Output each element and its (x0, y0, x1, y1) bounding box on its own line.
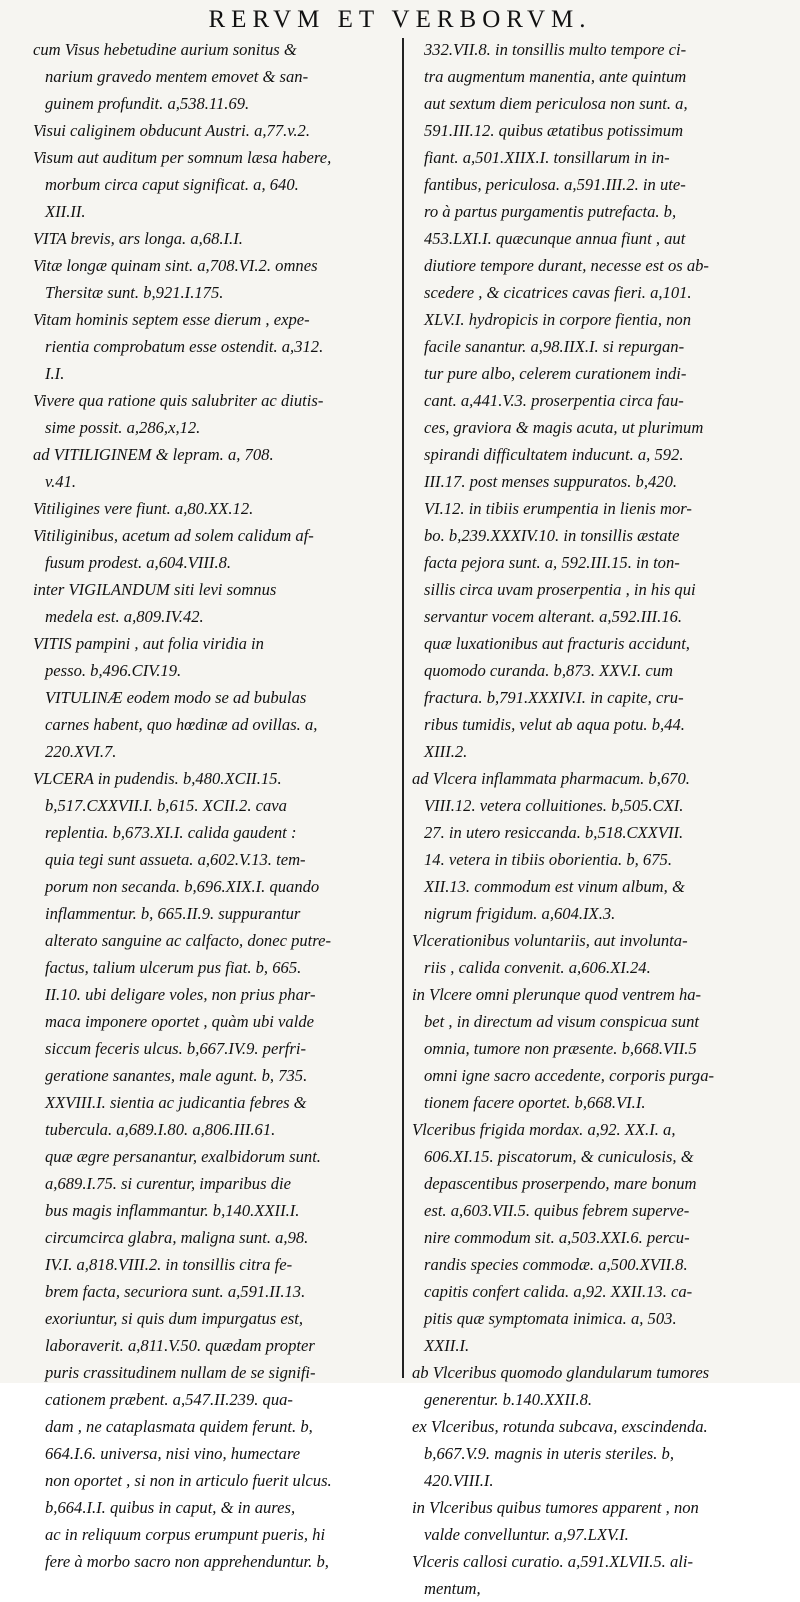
column-divider (402, 38, 404, 1378)
index-line: omni igne sacro accedente, corporis purga- (424, 1066, 715, 1085)
index-line: inter VIGILANDUM siti levi somnus (33, 580, 277, 599)
index-line: valde convelluntur. a,97.LXV.I. (424, 1525, 629, 1544)
index-line: 332.VII.8. in tonsillis multo tempore ci- (424, 40, 687, 59)
index-line: dam , ne cataplasmata quidem ferunt. b, (45, 1417, 313, 1436)
index-line: VI.12. in tibiis erumpentia in lienis mor- (424, 499, 692, 518)
index-line: Vitiligines vere fiunt. a,80.XX.12. (33, 499, 254, 518)
index-line: fantibus, periculosa. a,591.III.2. in ute- (424, 175, 686, 194)
index-line: aut sextum diem periculosa non sunt. a, (424, 94, 688, 113)
index-line: inflammentur. b, 665.II.9. suppurantur (45, 904, 301, 923)
index-line: b,664.I.I. quibus in caput, & in aures, (45, 1498, 296, 1517)
index-line: 420.VIII.I. (424, 1471, 494, 1490)
index-line: ad Vlcera inflammata pharmacum. b,670. (412, 769, 690, 788)
index-line: v.41. (45, 472, 77, 491)
index-line: XII.13. commodum est vinum album, & (424, 877, 685, 896)
index-line: medela est. a,809.IV.42. (45, 607, 204, 626)
index-line: servantur vocem alterant. a,592.III.16. (424, 607, 683, 626)
index-line: alterato sanguine ac calfacto, donec putre- (45, 931, 332, 950)
index-line: Vitiliginibus, acetum ad solem calidum af- (33, 526, 314, 545)
index-line: Visui caliginem obducunt Austri. a,77.v.2. (33, 121, 310, 140)
index-line: diutiore tempore durant, necesse est os ab- (424, 256, 709, 275)
index-line: facile sanantur. a,98.IIX.I. si repurgan- (424, 337, 685, 356)
index-line: VLCERA in pudendis. b,480.XCII.15. (33, 769, 282, 788)
index-line: tur pure albo, celerem curationem indi- (424, 364, 687, 383)
index-line: rientia comprobatum esse ostendit. a,312. (45, 337, 324, 356)
index-line: Vlcerationibus voluntariis, aut involunta- (412, 931, 688, 950)
index-line: pitis quæ symptomata inimica. a, 503. (424, 1309, 677, 1328)
index-line: pesso. b,496.CIV.19. (45, 661, 182, 680)
index-line: spirandi difficultatem inducunt. a, 592. (424, 445, 684, 464)
index-line: Visum aut auditum per somnum læsa habere, (33, 148, 332, 167)
index-line: IV.I. a,818.VIII.2. in tonsillis citra fe- (45, 1255, 293, 1274)
index-line: in Vlcere omni plerunque quod ventrem ha- (412, 985, 702, 1004)
index-line: XII.II. (45, 202, 86, 221)
index-line: depascentibus proserpendo, mare bonum (424, 1174, 697, 1193)
index-line: guinem profundit. a,538.11.69. (45, 94, 250, 113)
index-line: 220.XVI.7. (45, 742, 117, 761)
index-line: 664.I.6. universa, nisi vino, humectare (45, 1444, 301, 1463)
index-line: carnes habent, quo hœdinæ ad ovillas. a, (45, 715, 318, 734)
index-line: facta pejora sunt. a, 592.III.15. in ton- (424, 553, 680, 572)
index-line: III.17. post menses suppuratos. b,420. (424, 472, 678, 491)
index-line: 606.XI.15. piscatorum, & cuniculosis, & (424, 1147, 694, 1166)
index-line: 14. vetera in tibiis oborientia. b, 675. (424, 850, 672, 869)
index-line: bus magis inflammantur. b,140.XXII.I. (45, 1201, 300, 1220)
index-line: quæ ægre persanantur, exalbidorum sunt. (45, 1147, 321, 1166)
index-line: VITIS pampini , aut folia viridia in (33, 634, 264, 653)
index-line: cant. a,441.V.3. proserpentia circa fau- (424, 391, 684, 410)
index-line: est. a,603.VII.5. quibus febrem superve- (424, 1201, 690, 1220)
index-line: II.10. ubi deligare voles, non prius phar- (45, 985, 316, 1004)
index-line: quomodo curanda. b,873. XXV.I. cum (424, 661, 674, 680)
index-line: siccum feceris ulcus. b,667.IV.9. perfri- (45, 1039, 307, 1058)
index-line: ac in reliquum corpus erumpunt pueris, hi (45, 1525, 326, 1544)
index-line: ex Vlceribus, rotunda subcava, exscindenda. (412, 1417, 708, 1436)
index-line: fusum prodest. a,604.VIII.8. (45, 553, 232, 572)
index-line: mentum, (424, 1579, 481, 1598)
index-line: 27. in utero resiccanda. b,518.CXXVII. (424, 823, 684, 842)
index-line: morbum circa caput significat. a, 640. (45, 175, 299, 194)
index-line: puris crassitudinem nullam de se signifi- (45, 1363, 316, 1382)
index-line: VIII.12. vetera colluitiones. b,505.CXI. (424, 796, 684, 815)
left-column (33, 36, 398, 1571)
index-line: quia tegi sunt assueta. a,602.V.13. tem- (45, 850, 306, 869)
index-line: capitis confert calida. a,92. XXII.13. ca- (424, 1282, 693, 1301)
index-line: Vlceris callosi curatio. a,591.XLVII.5. ali- (412, 1552, 693, 1571)
running-head: RERVM ET VERBORVM. (208, 6, 592, 33)
index-line: non oportet , si non in articulo fuerit ulcus. (45, 1471, 332, 1490)
index-line: cationem præbent. a,547.II.239. qua- (45, 1390, 293, 1409)
index-line: Vivere qua ratione quis salubriter ac diutis- (33, 391, 324, 410)
index-line: b,667.V.9. magnis in uteris steriles. b, (424, 1444, 674, 1463)
right-column (412, 36, 777, 1598)
index-line: fractura. b,791.XXXIV.I. in capite, cru- (424, 688, 684, 707)
index-line: 453.LXI.I. quæcunque annua fiunt , aut (424, 229, 686, 248)
index-line: maca imponere oportet , quàm ubi valde (45, 1012, 314, 1031)
index-line: XXVIII.I. sientia ac judicantia febres & (45, 1093, 307, 1112)
index-line: Vitæ longæ quinam sint. a,708.VI.2. omnes (33, 256, 318, 275)
index-line: generentur. b.140.XXII.8. (424, 1390, 593, 1409)
index-line: a,689.I.75. si curentur, imparibus die (45, 1174, 291, 1193)
index-line: fiant. a,501.XIIX.I. tonsillarum in in- (424, 148, 670, 167)
index-line: I.I. (45, 364, 65, 383)
index-line: nigrum frigidum. a,604.IX.3. (424, 904, 616, 923)
index-line: sillis circa uvam proserpentia , in his qui (424, 580, 696, 599)
index-line: exoriuntur, si quis dum impurgatus est, (45, 1309, 303, 1328)
index-line: circumcirca glabra, maligna sunt. a,98. (45, 1228, 309, 1247)
index-line: quæ luxationibus aut fracturis accidunt, (424, 634, 690, 653)
index-line: ab Vlceribus quomodo glandularum tumores (412, 1363, 710, 1382)
index-line: geratione sanantes, male agunt. b, 735. (45, 1066, 308, 1085)
index-line: VITULINÆ eodem modo se ad bubulas (45, 688, 307, 707)
index-line: replentia. b,673.XI.I. calida gaudent : (45, 823, 297, 842)
index-line: narium gravedo mentem emovet & san- (45, 67, 309, 86)
index-line: sime possit. a,286,x,12. (45, 418, 201, 437)
index-line: XLV.I. hydropicis in corpore fientia, non (424, 310, 692, 329)
index-line: nire commodum sit. a,503.XXI.6. percu- (424, 1228, 690, 1247)
index-line: VITA brevis, ars longa. a,68.I.I. (33, 229, 243, 248)
index-line: ad VITILIGINEM & lepram. a, 708. (33, 445, 274, 464)
index-line: b,517.CXXVII.I. b,615. XCII.2. cava (45, 796, 287, 815)
index-line: factus, talium ulcerum pus fiat. b, 665. (45, 958, 302, 977)
index-line: 591.III.12. quibus ætatibus potissimum (424, 121, 684, 140)
index-line: XIII.2. (424, 742, 468, 761)
index-line: ribus tumidis, velut ab aqua potu. b,44. (424, 715, 685, 734)
index-line: bet , in directum ad visum conspicua sunt (424, 1012, 699, 1031)
index-line: omnia, tumore non præsente. b,668.VII.5 (424, 1039, 697, 1058)
index-line: riis , calida convenit. a,606.XI.24. (424, 958, 651, 977)
index-line: tionem facere oportet. b,668.VI.I. (424, 1093, 646, 1112)
index-line: brem facta, securiora sunt. a,591.II.13. (45, 1282, 306, 1301)
index-line: fere à morbo sacro non apprehenduntur. b, (45, 1552, 329, 1571)
index-line: cum Visus hebetudine aurium sonitus & (33, 40, 297, 59)
index-line: tra augmentum manentia, ante quintum (424, 67, 687, 86)
index-line: ces, graviora & magis acuta, ut plurimum (424, 418, 704, 437)
index-line: Thersitæ sunt. b,921.I.175. (45, 283, 224, 302)
index-line: randis species commodæ. a,500.XVII.8. (424, 1255, 688, 1274)
index-line: tubercula. a,689.I.80. a,806.III.61. (45, 1120, 276, 1139)
index-line: Vitam hominis septem esse dierum , expe- (33, 310, 310, 329)
index-line: in Vlceribus quibus tumores apparent , non (412, 1498, 699, 1517)
index-line: porum non secanda. b,696.XIX.I. quando (45, 877, 320, 896)
index-line: scedere , & cicatrices cavas fieri. a,101. (424, 283, 692, 302)
index-line: ro à partus purgamentis putrefacta. b, (424, 202, 677, 221)
index-line: XXII.I. (424, 1336, 470, 1355)
index-line: bo. b,239.XXXIV.10. in tonsillis æstate (424, 526, 680, 545)
index-line: laboraverit. a,811.V.50. quædam propter (45, 1336, 315, 1355)
index-line: Vlceribus frigida mordax. a,92. XX.I. a, (412, 1120, 676, 1139)
